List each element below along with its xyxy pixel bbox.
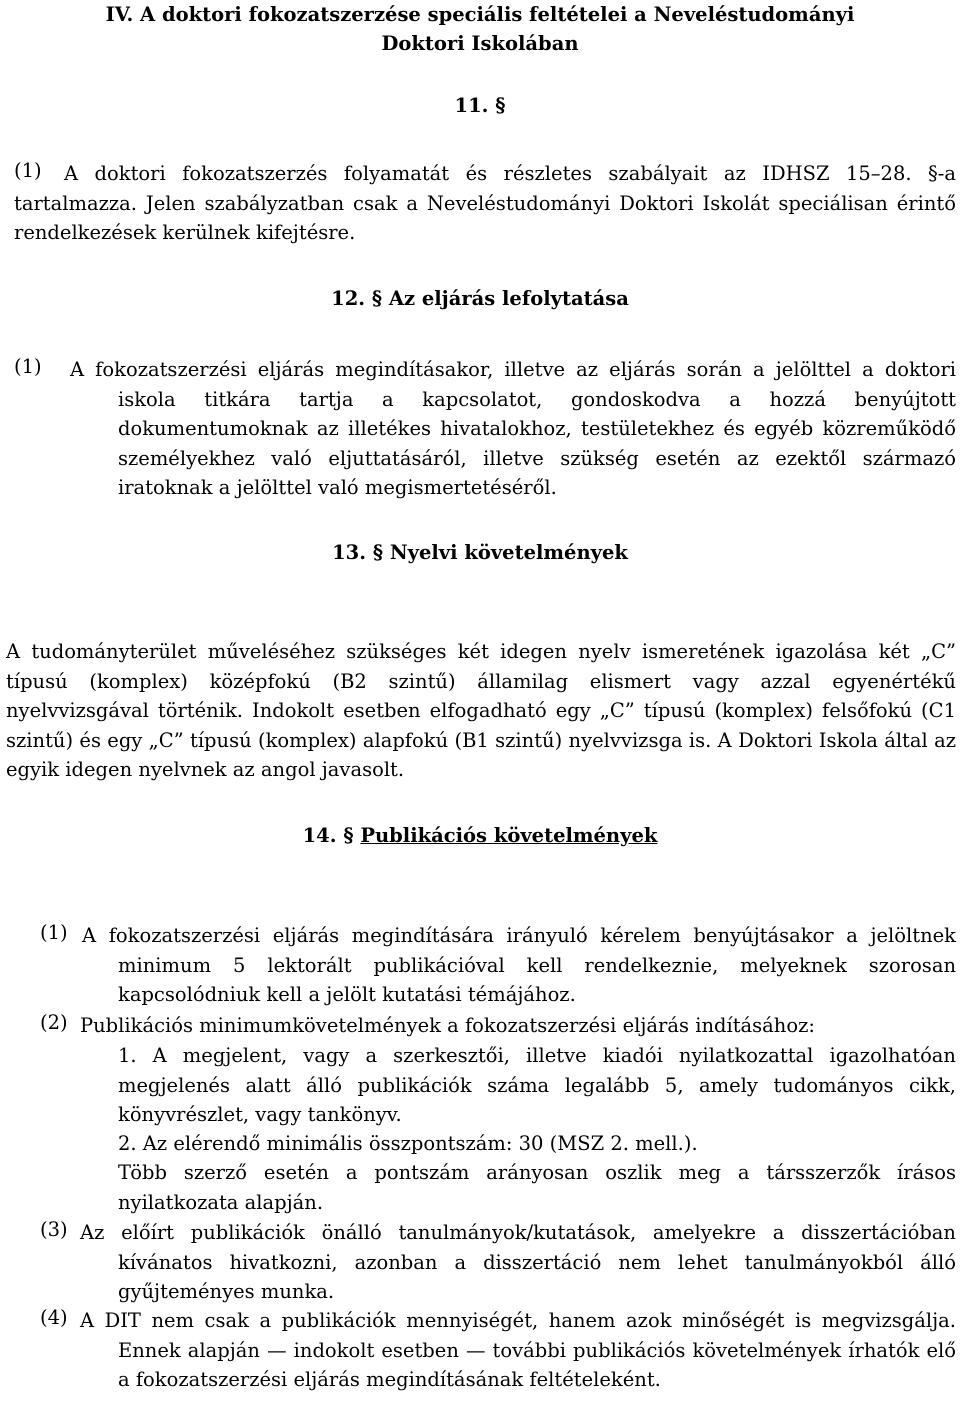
s14-paragraph-3: Az előírt publikációk önálló tanulmányok/kutatások, amelyekre a disszertációban kívánatos hivatkozni, azonban a disszertáció nem lehet tanulmányokból álló gyűjteményes munka. [80,1221,956,1303]
s13-title: Nyelvi követelmények [389,541,628,564]
s14-paragraph-2: Publikációs minimumkövetelmények a fokozatszerzési eljárás indításához: [80,1014,815,1037]
s12-p1-number: (1) [14,355,42,378]
s12-paragraph-1: A fokozatszerzési eljárás megindításakor, illetve az eljárás során a jelölttel a doktori iskola titkára tartja a kapcsolatot, gondoskodva a hozzá benyújtott dokumentumoknak az illetékes hivatalokhoz, testületekhez és egyéb közreműködő személyekhez való eljuttatásáról, illetve szükség esetén az ezektől származó iratoknak a jelölttel való megismertetéséről. [70,358,956,499]
s14-title: Publikációs követelmények [360,824,658,847]
s14-list-item-2: 2. Az elérendő minimális összpontszám: 30 (MSZ 2. mell.). [118,1132,698,1155]
section-13-heading [0,541,960,564]
s11-paragraph-1 [14,159,956,248]
s14-paragraph-4: A DIT nem csak a publikációk mennyiségét, hanem azok minőségét is megvizsgálja. Ennek alapján — indokolt esetben — további publikációs követelmények írhatók elő a fokozatszerzési eljárás megindításának feltételeként. [80,1309,956,1391]
s14-p4-number: (4) [40,1306,68,1329]
s14-list-item-1: 1. A megjelent, vagy a szerkesztői, illetve kiadói nyilatkozattal igazolhatóan megjelenés alatt álló publikációk száma legalább 5, amely tudományos cikk, könyvrészlet, vagy tankönyv. [118,1044,956,1126]
chapter-title-line1: IV. A doktori fokozatszerzése speciális feltételei a Neveléstudományi [105,3,855,26]
s14-p1-number: (1) [40,921,68,944]
s13-paragraph: A tudományterület műveléséhez szükséges két idegen nyelv ismeretének igazolása két „C” típusú (komplex) középfokú (B2 szintű) államilag elismert vagy azzal egyenértékű nyelvvizsgával történik. Indokolt esetben elfogadható egy „C” típusú (komplex) felsőfokú (C1 szintű) és egy „C” típusú (komplex) alapfokú (B1 szintű) nyelvvizsga is. A Doktori Iskola által az egyik idegen nyelvnek az angol javasolt. [6,640,956,781]
s13-number: 13. § [332,541,384,564]
s14-paragraph-1: A fokozatszerzési eljárás megindítására irányuló kérelem benyújtásakor a jelöltnek minimum 5 lektorált publikációval kell rendelkeznie, melyeknek szorosan kapcsolódniuk kell a jelölt kutatási témájához. [82,924,956,1006]
s14-number: 14. § [302,824,354,847]
section-11-heading: 11. § [454,94,506,117]
section-14-heading [0,824,960,847]
s14-list-item-2-note: Több szerző esetén a pontszám arányosan oszlik meg a társszerzők írásos nyilatkozata alapján. [118,1161,956,1214]
chapter-heading [0,0,960,58]
s12-number: 12. § [331,287,383,310]
s11-p1-text: A doktori fokozatszerzés folyamatát és részletes szabályait az IDHSZ 15–28. §-a tartalmazza. Jelen szabályzatban csak a Neveléstudományi Doktori Iskolát speciálisan érintő rendelkezések kerülnek kifejtésre. [14,162,956,244]
s14-p2-number: (2) [40,1011,68,1034]
s14-p3-number: (3) [40,1218,68,1241]
s12-title: Az eljárás lefolytatása [388,287,629,310]
section-12-heading [0,287,960,310]
s11-p1-number: (1) [14,159,42,182]
chapter-title-line2: Doktori Iskolában [381,32,579,55]
